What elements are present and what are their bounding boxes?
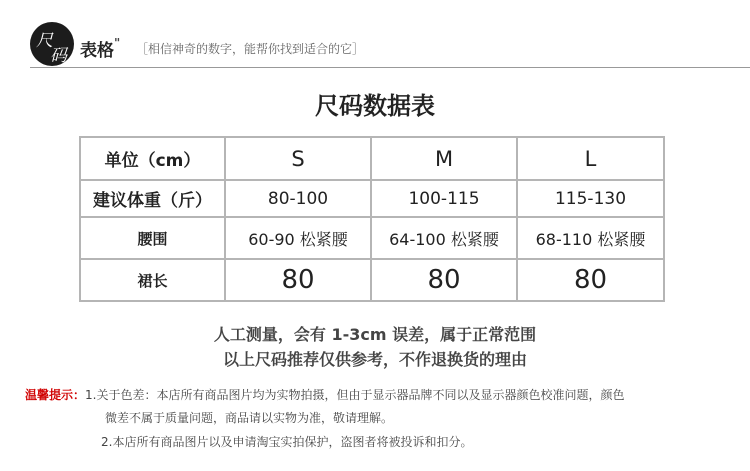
length-l-cell: 80	[517, 259, 664, 301]
page-header	[0, 0, 750, 70]
weight-label-cell: 建议体重（斤）	[80, 180, 225, 217]
tip-row-1	[25, 384, 624, 406]
unit-header-cell: 单位（cm）	[80, 137, 225, 180]
size-logo	[30, 22, 74, 66]
note-line-2: 以上尺码推荐仅供参考，不作退换货的理由	[222, 350, 527, 369]
weight-m-cell: 100-115	[371, 180, 517, 217]
note-line-1: 人工测量，会有 1-3cm 误差，属于正常范围	[213, 325, 537, 344]
table-row	[80, 259, 664, 301]
logo-char-2: 码	[50, 46, 67, 66]
tip-line-1: 1.关于色差：本店所有商品图片均为实物拍摄，但由于显示器品牌不同以及显示器颜色校准问题，颜色	[85, 388, 625, 402]
header-divider	[30, 67, 750, 68]
waist-label-cell: 腰围	[80, 217, 225, 259]
measurement-notes	[0, 322, 750, 372]
weight-s-cell: 80-100	[225, 180, 371, 217]
tip-line-2: 2.本店所有商品图片以及申请淘宝实拍保护，盗图者将被投诉和扣分。	[101, 435, 473, 449]
tip-label: 温馨提示：	[25, 388, 86, 402]
size-table	[79, 136, 665, 302]
waist-m-cell: 64-100 松紧腰	[371, 217, 517, 259]
size-l-header: L	[517, 137, 664, 180]
header-title-text: 表格	[80, 41, 114, 61]
length-m-cell: 80	[371, 259, 517, 301]
table-title: 尺码数据表	[315, 92, 435, 120]
tip-line-1-continued: 微差不属于质量问题，商品请以实物为准，敬请理解。	[105, 411, 394, 425]
waist-s-cell: 60-90 松紧腰	[225, 217, 371, 259]
header-title-mark: "	[114, 36, 121, 50]
length-label-cell: 裙长	[80, 259, 225, 301]
size-s-header: S	[225, 137, 371, 180]
header-subtitle: ［相信神奇的数字，能帮你找到适合的它］	[136, 42, 365, 56]
table-header-row	[80, 137, 664, 180]
header-title	[80, 36, 120, 61]
table-row	[80, 217, 664, 259]
waist-l-cell: 68-110 松紧腰	[517, 217, 664, 259]
weight-l-cell: 115-130	[517, 180, 664, 217]
size-m-header: M	[371, 137, 517, 180]
table-row	[80, 180, 664, 217]
length-s-cell: 80	[225, 259, 371, 301]
logo-char-1: 尺	[36, 31, 53, 51]
